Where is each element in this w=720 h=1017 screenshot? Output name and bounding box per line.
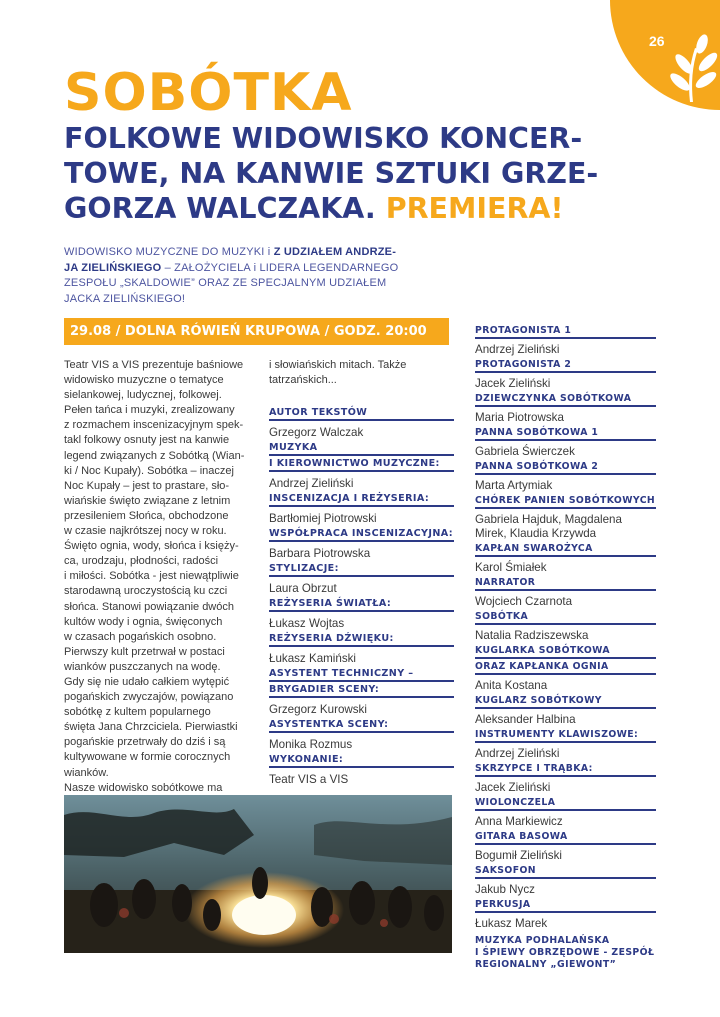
credit-name: Karol Śmiałek xyxy=(475,561,547,574)
credit-role: GITARA BASOWA xyxy=(475,829,656,845)
credit-name: Łukasz Marek xyxy=(475,917,548,930)
description-line: wianków. xyxy=(64,766,109,779)
intro-line xyxy=(64,245,464,261)
credit-name: Bartłomiej Piotrowski xyxy=(269,512,377,525)
description-line: starodawną uroczystością ku czci xyxy=(64,585,228,598)
subtitle-line-text: GORZA WALCZAKA. xyxy=(64,192,376,225)
crew-credits xyxy=(269,405,454,787)
event-date-bar: 29.08 / DOLNA RÓWIEŃ KRUPOWA / GODZ. 20:00 xyxy=(64,318,449,345)
credit-name: Jakub Nycz xyxy=(475,883,535,896)
intro-paragraph xyxy=(64,245,464,307)
credit-role: SKRZYPCE I TRĄBKA: xyxy=(475,761,656,777)
credit-role: NARRATOR xyxy=(475,575,656,591)
ensemble-line: REGIONALNY „GIEWONT” xyxy=(475,959,617,970)
description-line: Gdy się nie udało całkiem wytępić xyxy=(64,675,230,688)
credit-name: Anna Markiewicz xyxy=(475,815,563,828)
subtitle-line: TOWE, NA KANWIE SZTUKI GRZE- xyxy=(64,157,599,190)
credit-name: Andrzej Zieliński xyxy=(475,747,560,760)
credit-name: Barbara Piotrowska xyxy=(269,547,371,560)
intro-highlight: Z UDZIAŁEM ANDRZE- xyxy=(273,246,397,258)
credit-role: PANNA SOBÓTKOWA 1 xyxy=(475,425,656,441)
description-line: legend związanych z Sobótką (Wian- xyxy=(64,449,245,462)
description-line: i słowiańskich mitach. Także xyxy=(269,359,407,371)
credit-name: Gabriela Świerczek xyxy=(475,445,575,458)
credit-role: PANNA SOBÓTKOWA 2 xyxy=(475,459,656,475)
credit-role: MUZYKA xyxy=(269,440,454,456)
credit-role: KAPŁAN SWAROŻYCA xyxy=(475,541,656,557)
description-line: takl folkowy osnuty jest na kanwie xyxy=(64,434,230,447)
description-line: ca, urodzaju, płodności, radości xyxy=(64,555,219,568)
credit-name: Łukasz Wojtas xyxy=(269,617,345,630)
credit-role: WSPÓŁPRACA INSCENIZACYJNA: xyxy=(269,526,454,542)
credit-role: KUGLARKA SOBÓTKOWA xyxy=(475,643,656,659)
description-line: tatrzańskich... xyxy=(269,374,337,387)
credit-role: BRYGADIER SCENY: xyxy=(269,682,454,698)
credit-role: REŻYSERIA ŚWIATŁA: xyxy=(269,596,454,612)
description-line: Noc Kupały – jest to prastare, sło- xyxy=(64,479,230,492)
credit-name: Jacek Zieliński xyxy=(475,781,551,794)
credit-name: Grzegorz Kurowski xyxy=(269,703,367,716)
credit-role: CHÓREK PANIEN SOBÓTKOWYCH xyxy=(475,493,656,509)
description-line: kultów wody i ognia, święconych xyxy=(64,615,223,628)
credit-name: Gabriela Hajduk, Magdalena xyxy=(475,513,622,526)
page-number: 26 xyxy=(649,33,665,49)
credit-role: I KIEROWNICTWO MUZYCZNE: xyxy=(269,456,454,472)
description-line: sobótkę z kultem popularnego xyxy=(64,706,211,719)
credit-role: STYLIZACJE: xyxy=(269,561,454,577)
credit-name: Jacek Zieliński xyxy=(475,377,551,390)
description-line: w czasie najkrótszej nocy w roku. xyxy=(64,525,227,538)
credit-role: PROTAGONISTA 1 xyxy=(475,323,656,339)
intro-line: JACKA ZIELIŃSKIEGO! xyxy=(64,292,186,305)
credit-name: Natalia Radziszewska xyxy=(475,629,589,642)
description-line: Pierwszy kult przetrwał w postaci xyxy=(64,645,225,658)
credit-name: Mirek, Klaudia Krzywda xyxy=(475,527,597,540)
intro-line xyxy=(64,261,464,277)
credit-role: ORAZ KAPŁANKA OGNIA xyxy=(475,659,656,675)
credit-name: Andrzej Zieliński xyxy=(475,343,560,356)
description-line: ki / Noc Kupały). Sobótka – inaczej xyxy=(64,464,234,477)
description-line: wiańskie święto związane z letnim xyxy=(64,494,231,507)
credit-name: Andrzej Zieliński xyxy=(269,477,354,490)
description-line: słońca. Stanowi powiązanie dwóch xyxy=(64,600,234,613)
credit-role: SOBÓTKA xyxy=(475,609,656,625)
credit-name: Anita Kostana xyxy=(475,679,548,692)
credit-role: SAKSOFON xyxy=(475,863,656,879)
description-line: pogańskie przetrwały do dziś i są xyxy=(64,736,226,749)
intro-text: WIDOWISKO MUZYCZNE DO MUZYKI i xyxy=(64,246,271,258)
subtitle-line xyxy=(64,191,654,226)
description-line: Pełen tańca i muzyki, zrealizowany xyxy=(64,404,235,417)
credit-role: WYKONANIE: xyxy=(269,752,454,768)
credit-role: INSCENIZACJA I REŻYSERIA: xyxy=(269,491,454,507)
credit-role: PERKUSJA xyxy=(475,897,656,913)
subtitle-line: FOLKOWE WIDOWISKO KONCER- xyxy=(64,122,583,155)
credit-name: Wojciech Czarnota xyxy=(475,595,573,608)
ensemble-line: MUZYKA PODHALAŃSKA xyxy=(475,935,610,946)
description-line: przesileniem Słońca, obchodzone xyxy=(64,509,229,522)
ensemble-line: I ŚPIEWY OBRZĘDOWE - ZESPÓŁ xyxy=(475,947,655,958)
intro-text: – ZAŁOŻYCIELA i LIDERA LEGENDARNEGO xyxy=(161,261,399,274)
description-continued xyxy=(269,358,454,388)
credit-name: Łukasz Kamiński xyxy=(269,652,356,665)
credit-name: Monika Rozmus xyxy=(269,738,353,751)
credit-role: DZIEWCZYNKA SOBÓTKOWA xyxy=(475,391,656,407)
credit-role: WIOLONCZELA xyxy=(475,795,656,811)
description-line: pogańskich zwyczajów, powiązano xyxy=(64,691,234,704)
bonfire-painting xyxy=(64,795,452,953)
intro-line: ZESPOŁU „SKALDOWIE” ORAZ ZE SPECJALNYM UDZIAŁEM xyxy=(64,277,387,289)
credit-role: AUTOR TEKSTÓW xyxy=(269,405,454,421)
description-line: święta Jana Chrzciciela. Pierwiastki xyxy=(64,721,238,734)
description-line: sielankowej, ludycznej, folkowej. xyxy=(64,389,222,402)
description-line: Nasze widowisko sobótkowe ma xyxy=(64,781,223,794)
credit-name: Aleksander Halbina xyxy=(475,713,576,726)
credit-role: KUGLARZ SOBÓTKOWY xyxy=(475,693,656,709)
credit-role: PROTAGONISTA 2 xyxy=(475,357,656,373)
description-line: kultywowane w formie corocznych xyxy=(64,751,231,764)
premiere-label: PREMIERA! xyxy=(385,192,564,225)
credit-role: REŻYSERIA DŹWIĘKU: xyxy=(269,631,454,647)
description-line: Teatr VIS a VIS prezentuje baśniowe xyxy=(64,359,244,371)
cast-credits xyxy=(475,323,656,971)
credit-name: Maria Piotrowska xyxy=(475,411,564,424)
intro-highlight: JA ZIELIŃSKIEGO xyxy=(64,261,162,274)
credit-role: INSTRUMENTY KLAWISZOWE: xyxy=(475,727,656,743)
credit-name: Teatr VIS a VIS xyxy=(269,773,349,786)
description-line: w czasach pogańskich osobno. xyxy=(64,630,217,643)
credit-name: Laura Obrzut xyxy=(269,582,337,595)
credit-name: Bogumił Zieliński xyxy=(475,849,562,862)
description-line: Święto ognia, wody, słońca i księży- xyxy=(64,540,239,553)
description-line: wianków puszczanych na wodę. xyxy=(64,660,221,673)
wheat-icon xyxy=(662,34,720,104)
credit-name: Grzegorz Walczak xyxy=(269,426,364,439)
description-line: i miłości. Sobótka - jest niewątpliwie xyxy=(64,570,239,583)
description-text xyxy=(64,358,259,811)
description-line: z rozmachem inscenizacyjnym spek- xyxy=(64,419,244,432)
description-line: widowisko muzyczne o tematyce xyxy=(64,374,224,387)
subtitle xyxy=(64,121,654,226)
credit-role: ASYSTENT TECHNICZNY – xyxy=(269,666,454,682)
credit-role: ASYSTENTKA SCENY: xyxy=(269,717,454,733)
credit-name: Marta Artymiak xyxy=(475,479,553,492)
page-title: SOBÓTKA xyxy=(64,63,353,123)
